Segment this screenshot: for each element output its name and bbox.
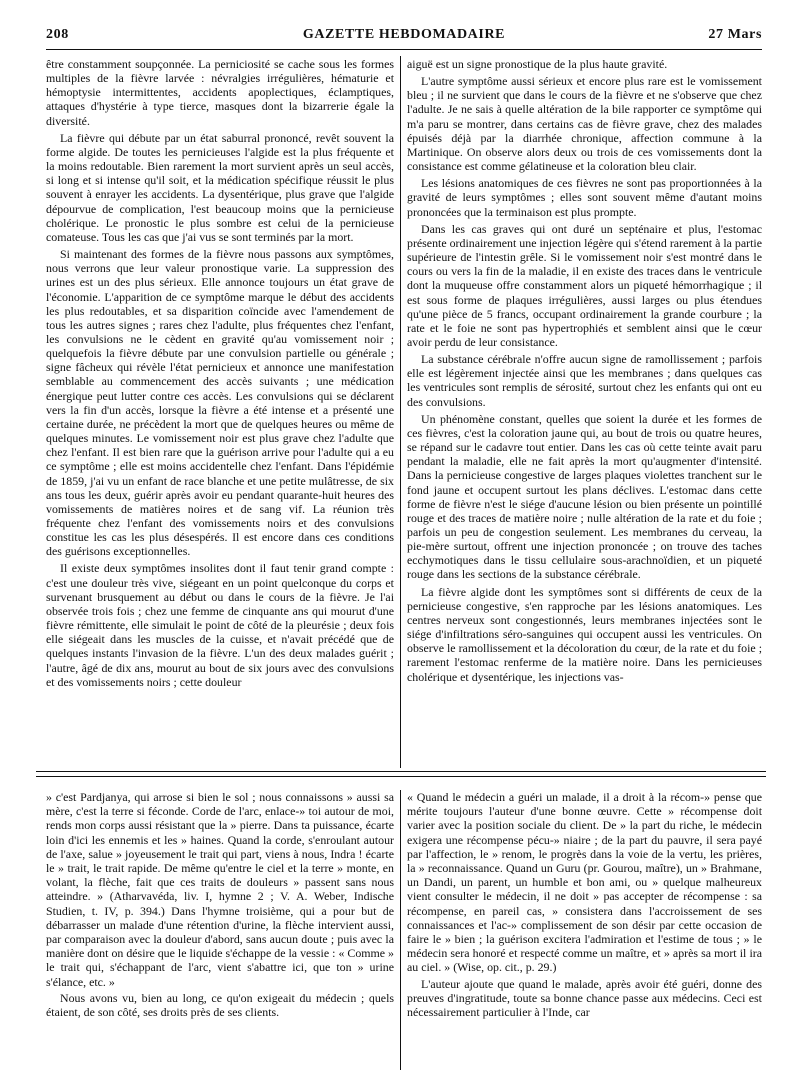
paragraph: être constamment soupçonnée. La perniciosité se cache sous les formes multiples de la fièvre larvée : névralgies irrégulières, hématurie et hémoptysie intermittentes, accidents apoplectiques, éclamptiques, attaques d'hystérie à type tierce, masques dont la bizarrerie égale la diversité. [46,57,394,128]
paragraph: Si maintenant des formes de la fièvre nous passons aux symptômes, nous verrons que leur valeur pronostique varie. La suppression des urines est un des plus sérieux. Elle annonce toujours un état grave de l'économie. L'apparition de ce symptôme marque le début des accidents les plus redoutables, et sa disparition coïncide avec l'amendement de tous les autres signes ; rares chez l'adulte, plus fréquentes chez l'enfant, les convulsions ne le cèdent en gravité qu'au vomissement noir ; quelquefois la fièvre débute par une convulsion partielle ou générale ; signe fâcheux qui révèle l'état pernicieux et annonce une manifestation semblable au commencement des accès suivants ; une médication énergique peut lutter contre ces accès. Les convulsions qui se déclarent vers la fin d'un accès, lorsque la fièvre a été intense et a présenté une certaine durée, ne précèdent la mort que de quelques heures ou même de quelques minutes. Le vomissement noir est plus grave chez l'adulte que chez l'enfant. Il est bien rare que la guérison arrive pour l'adulte qui a eu ce symptôme ; elle est moins accidentelle chez l'enfant. Dans l'épidémie de 1859, j'ai vu un enfant de race blanche et une petite mulâtresse, de six ans tous les deux, guérir après avoir eu pendant quarante-huit heures des vomissements de matières noires et de sang vif. La réunion très fréquente chez l'enfant des vomissements noirs et des convulsions constitue les cas les plus désespérés. Il est encore dans ces conditions des guérisons exceptionnelles. [46,247,394,559]
paragraph: Un phénomène constant, quelles que soient la durée et les formes de ces fièvres, c'est la coloration jaune qui, au bout de trois ou quatre heures, se répand sur le cadavre tout entier. Dans les cas où cette teinte avait paru pendant la maladie, elle ne fait après la mort qu'augmenter d'intensité. Dans la pernicieuse congestive de larges plaques violettes tranchent sur le fond jaune et occupent surtout les plans déclives. L'estomac dans cette forme de fièvre n'est le siége d'aucune lésion ou bien présente un pointillé rouge et des traces de matière noire ; nulle altération de la rate et du foie ; parfois un peu de congestion seulement. Les membranes du cerveau, la pie-mère surtout, offrent une injection prononcée ; on trouve des taches ecchymotiques dans le tissu cellulaire sous-arachnoïdien, et un piqueté rouge dans les sections de la substance cérébrale. [407,411,762,582]
issue-date: 27 Mars [708,27,762,42]
paragraph: « Quand le médecin a guéri un malade, il a droit à la récom-» pense que mérite toujours l'auteur d'une bonne œuvre. Cette » récompense doit varier avec la position sociale du client. De » la part du riche, le médecin exigera une récompense pécu-» niaire ; de la part du pauvre, il sera payé par l'affection, le » renom, le progrès dans la voie de la vertu, les prières, la » reconnaissance. Quand un Guru (pr. Gourou, maître), un » Brahmane, un Dandi, un parent, un humble et bon ami, ou » quelque malheureux vient consulter le médecin, il ne doit » pas accepter de récompense : sa récompense, en pareil cas, » consistera dans l'accroissement de ses connaissances et l'ac-» complissement de son désir par cette occasion de faire le » bien ; la guérison excitera l'admiration et l'estime de tous ; » le médecin sera honoré et respecté comme un maître, et » après sa mort il ira au ciel. » (Wise, op. cit., p. 29.) [407,790,762,975]
paragraph: Les lésions anatomiques de ces fièvres ne sont pas proportionnées à la gravité de leurs symptômes ; elles sont souvent même d'autant moins prononcées que la terminaison est plus prompte. [407,176,762,219]
paragraph: La fièvre algide dont les symptômes sont si différents de ceux de la pernicieuse congestive, s'en rapproche par les lésions anatomiques. Les centres nerveux sont congestionnés, leurs membranes injectées sont le siége d'infiltrations séro-sanguines qui occupent aussi les ventricules. On observe le ramollissement et la décoloration du cœur, de la rate et du foie ; rarement l'estomac renferme de la matière noire. Dans les pernicieuses cholérique et dysentérique, les injections vas- [407,584,762,684]
header-rule [46,49,762,50]
bottom-left-column [46,790,394,1070]
paragraph: aiguë est un signe pronostique de la plus haute gravité. [407,57,668,71]
paragraph: La substance cérébrale n'offre aucun signe de ramollissement ; parfois elle est légèrement injectée ainsi que les membranes ; dans quelques cas les ventricules sont remplis de sérosité, surtout chez les enfants qui ont eu des convulsions. [407,352,762,409]
paragraph: Il existe deux symptômes insolites dont il faut tenir grand compte : c'est une douleur très vive, siégeant en un point quelconque du corps et survenant brusquement au début ou dans le cours de la fièvre. Je l'ai observée trois fois ; chez une femme de cinquante ans qui mourut d'une fièvre rémittente, elle simulait le point de côté de la pleurésie ; deux fois elle siégeait dans les muscles de la cuisse, et n'avait précédé que de quelques instants l'invasion de la fièvre. L'un des deux malades guérit ; l'autre, âgé de dix ans, mourut au bout de six jours avec des convulsions et des vomissements noirs ; cette douleur [46,561,394,689]
paragraph: L'autre symptôme aussi sérieux et encore plus rare est le vomissement bleu ; il ne survient que dans le cours de la fièvre et ne s'observe que chez l'adulte. Je ne sais à quelle altération de la bile rapporter ce symptôme qui m'a paru se montrer, dans certains cas de fièvre grave, chez des malades épuisés déjà par la diarrhée chronique, affection commune à la Martinique. On observe alors deux ou trois de ces vomissements dont la consistance est comme gélatineuse et la coloration bleu clair. [407,74,762,174]
paragraph: Dans les cas graves qui ont duré un septénaire et plus, l'estomac présente ordinairement une injection légère qui s'étend rarement à la partie supérieure de l'intestin grêle. Si le vomissement noir s'est montré dans le cours ou vers la fin de la maladie, il en existe des traces dans le ventricule dont la muqueuse offre constamment alors un piqueté hémorrhagique ; il est sous forme de plaques irrégulières, aussi larges ou plus étendues qu'une pièce de 5 francs, occupant ordinairement la grande courbure ; la rate et le foie ne sont pas hypertrophiés et semblent ainsi que le cœur avoir perdu de leur consistance. [407,221,762,349]
top-left-column [46,57,394,769]
section-divider [36,771,766,772]
column-divider [400,790,401,1070]
page-number: 208 [46,27,69,42]
paragraph: La fièvre qui débute par un état saburral prononcé, revêt souvent la forme algide. De toutes les pernicieuses l'algide est la plus fréquente et la moins redoutable. Bien rarement la mort survient après un seul accès, si long et si intense qu'il soit, et la médication spécifique réussit le plus souvent à enrayer les accidents. La dysentérique, plus grave que l'algide dépourvue de complication, l'est beaucoup moins que la pernicieuse cholérique. Le pronostic le plus sombre est celui de la pernicieuse comateuse. Tous les cas que j'ai vus se sont terminés par la mort. [46,130,394,244]
section-divider [36,776,766,777]
page-header [46,27,762,47]
journal-title: GAZETTE HEBDOMADAIRE [302,27,506,42]
paragraph: Nous avons vu, bien au long, ce qu'on exigeait du médecin ; quels étaient, de son côté, ses droits près de ses clients. [46,990,394,1020]
paragraph: » c'est Pardjanya, qui arrose si bien le sol ; nous connaissons » aussi sa mère, c'est la terre si féconde. Corde de l'arc, enlace-» toi autour de moi, rends mon corps aussi résistant que la » pierre. Dans ta puissance, écarte loin d'ici les ennemis et les » haines. Quand la corde, s'enroulant autour de l'axe, salue » joyeusement le trait qui part, viens à nous, Indra ! écarte le » trait, le trait rapide. De même qu'entre le ciel et la terre » monte, en volant, la flèche, fait que ces traits de douleurs » passent sans nous atteindre. » (Atharvavéda, liv. I, hymne 2 ; V. A. Weber, Indische Studien, t. IV, p. 394.) Dans l'hymne troisième, qui a pour but de débarrasser un malade d'une rétention d'urine, la flèche intervient aussi, par comparaison avec la douleur d'abord, sans aucun doute ; puis avec la manière dont on désire que le liquide s'échappe de la vessie : « Comme » le trait qui, s'échappant de l'arc, vient s'abattre ici, que ton » urine s'élance, etc. » [46,790,394,989]
paragraph: L'auteur ajoute que quand le malade, après avoir été guéri, donne des preuves d'ingratitude, toute sa bonne chance passe aux médecins. Ceci est nécessairement particulier à l'Inde, car [407,976,762,1020]
top-right-column [407,57,762,769]
column-divider [400,56,401,768]
bottom-right-column [407,790,762,1070]
